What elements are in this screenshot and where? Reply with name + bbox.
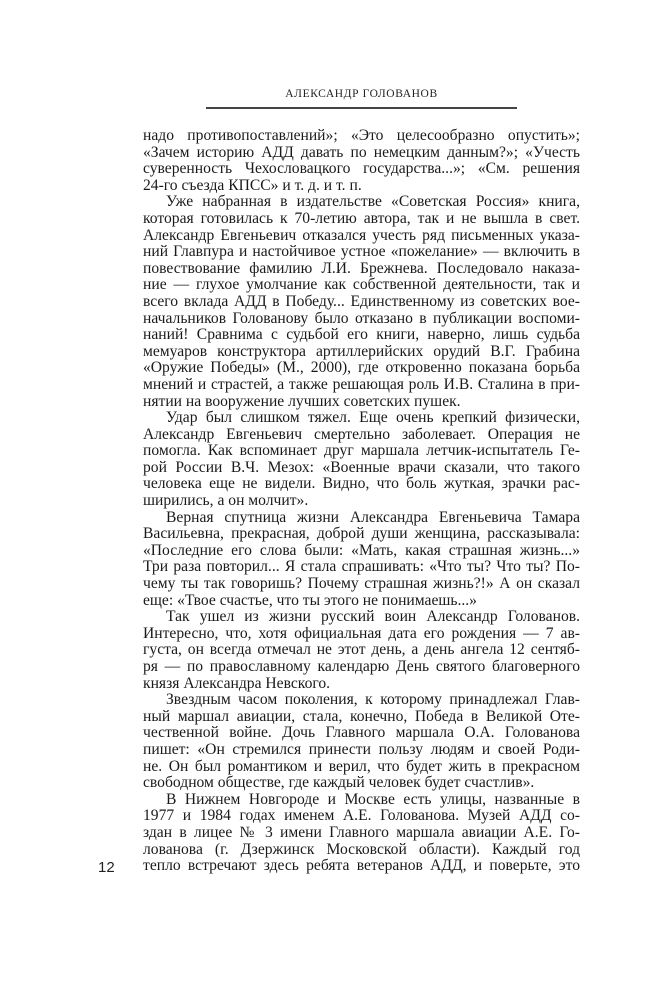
text-line: Три раза повторил... Я стала спрашивать: «Что ты? Что ты? По- (143, 558, 580, 576)
text-line: пишет: «Он стремился принести пользу людям и своей Роди- (143, 740, 580, 758)
page-number: 12 (98, 859, 115, 876)
text-line: нятии на вооружение лучших советских пушек. (143, 392, 461, 410)
text-line: рой России В.Ч. Мезох: «Военные врачи сказали, что такого (143, 458, 580, 476)
text-line: Интересно, что, хотя официальная дата его рождения — 7 ав- (143, 624, 580, 642)
text-line: суверенность Чехословацкого государства...»; «См. решения (143, 160, 580, 178)
text-line: князя Александра Невского. (143, 674, 331, 692)
text-line: ний Главпура и настойчивое устное «пожелание» — включить в (143, 243, 580, 261)
text-line: Верная спутница жизни Александра Евгеньевича Тамара (166, 508, 580, 526)
text-line: В Нижнем Новгороде и Москве есть улицы, названные в (166, 790, 580, 808)
text-line: Так ушел из жизни русский воин Александр Голованов. (166, 608, 580, 626)
text-line: ние — глухое умолчание как собственной деятельности, так и (143, 276, 580, 294)
text-line: «Зачем историю АДД давать по немецким данным?»; «Учесть (143, 143, 580, 161)
text-line: не. Он был романтиком и верил, что будет жить в прекрасном (143, 757, 580, 775)
text-line: еще: «Твое счастье, что ты этого не понимаешь...» (143, 591, 477, 609)
text-line: «Оружие Победы» (М., 2000), где откровенно показана борьба (143, 359, 580, 377)
text-line: ря — по православному календарю День святого благоверного (143, 658, 580, 675)
text-line: чественной войне. Дочь Главного маршала О.А. Голованова (143, 724, 580, 742)
text-line: Уже набранная в издательстве «Советская Россия» книга, (166, 193, 580, 211)
text-line: «Последние его слова были: «Мать, какая страшная жизнь...» (143, 541, 580, 559)
text-line: тепло встречают здесь ребята ветеранов АДД, и поверьте, это (143, 857, 580, 875)
text-line: наний! Сравнима с судьбой его книги, наверно, лишь судьба (143, 326, 580, 344)
text-line: 24-го съезда КПСС» и т. д. и т. п. (143, 176, 362, 194)
text-line: здан в лицее № 3 имени Главного маршала авиации А.Е. Го- (143, 823, 580, 841)
running-head: АЛЕКСАНДР ГОЛОВАНОВ (285, 88, 438, 100)
body-text (143, 128, 580, 875)
text-line: Звездным часом поколения, к которому принадлежал Глав- (166, 691, 580, 709)
text-line: Удар был слишком тяжел. Еще очень крепкий физически, (166, 409, 580, 427)
text-line: мемуаров конструктора артиллерийских орудий В.Г. Грабина (143, 342, 580, 360)
text-line: густа, он всегда отмечал не этот день, а день ангела 12 сентяб- (143, 641, 580, 659)
text-line: Александр Евгеньевич отказался учесть ряд письменных указа- (143, 226, 580, 244)
text-line: ширились, а он молчит». (143, 492, 309, 510)
text-line: 1977 и 1984 годах именем А.Е. Голованова. Музей АДД со- (143, 807, 580, 825)
header-rule (206, 107, 517, 109)
text-line: надо противопоставлений»; «Это целесообразно опустить»; (143, 127, 580, 144)
text-line: начальников Голованову было отказано в публикации воспоми- (143, 309, 580, 327)
text-line: мнений и страстей, а также решающая роль И.В. Сталина в при- (143, 375, 580, 393)
text-line: повествование фамилию Л.И. Брежнева. Последовало наказа- (143, 259, 580, 277)
text-line: лованова (г. Дзержинск Московской области). Каждый год (143, 840, 580, 858)
text-line: свободном обществе, где каждый человек будет счастлив». (143, 774, 535, 792)
text-line: которая готовилась к 70-летию автора, так и не вышла в свет. (143, 209, 580, 227)
text-line: ный маршал авиации, стала, конечно, Победа в Великой Оте- (143, 707, 580, 725)
text-line: чему ты так говоришь? Почему страшная жизнь?!» А он сказал (143, 575, 580, 593)
text-line: помогла. Как вспоминает друг маршала летчик-испытатель Ге- (143, 442, 580, 460)
text-line: Александр Евгеньевич смертельно заболевает. Операция не (143, 425, 580, 443)
text-line: человека еще не видели. Видно, что боль жуткая, зрачки рас- (143, 475, 580, 493)
text-line: Васильевна, прекрасная, доброй души женщина, рассказывала: (143, 525, 580, 543)
text-line: всего вклада АДД в Победу... Единственному из советских вое- (143, 292, 580, 310)
